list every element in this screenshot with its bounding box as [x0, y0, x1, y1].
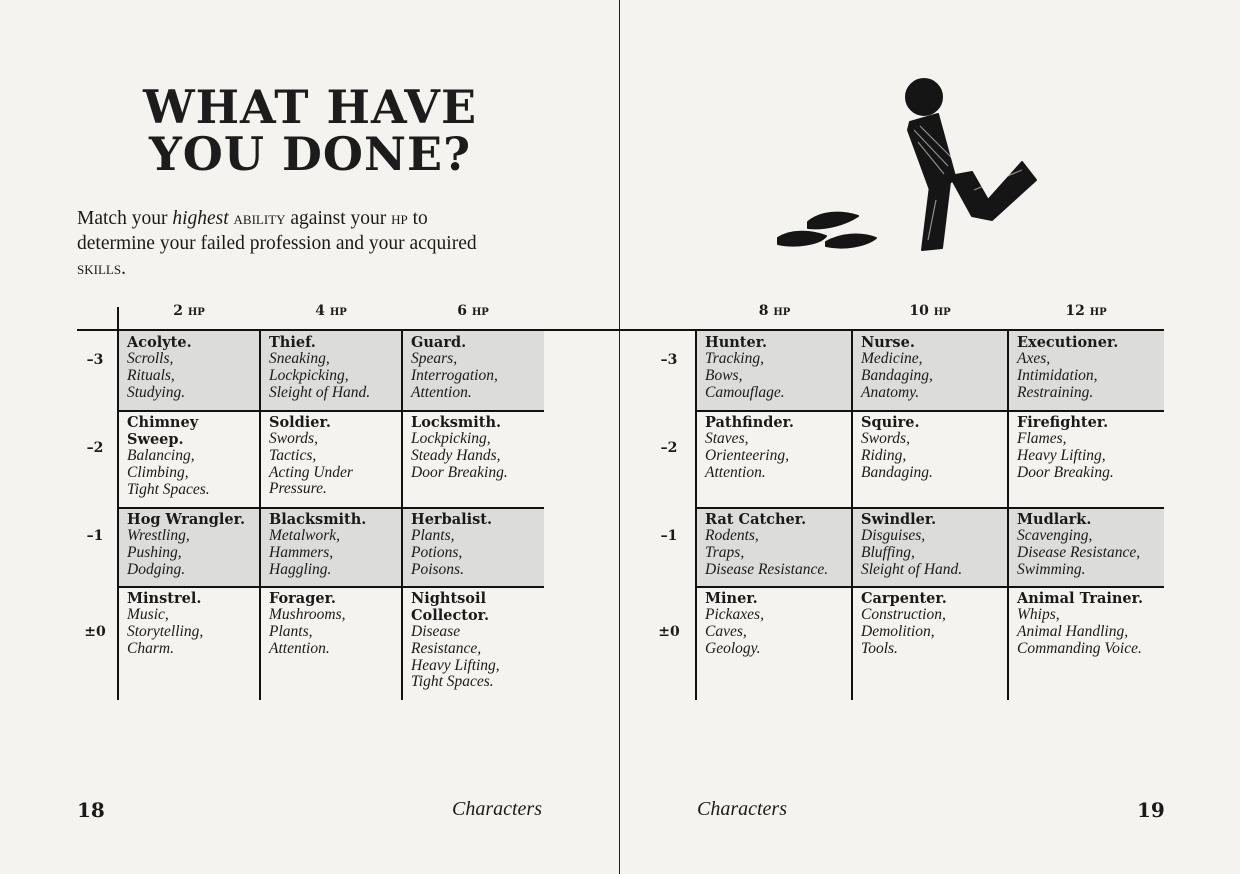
profession-skills: Plants, Potions, Poisons.: [411, 527, 464, 578]
profession-name: Thief.: [269, 334, 316, 351]
profession-cell: [853, 587, 1008, 700]
profession-skills: Swords, Tactics, Acting Under Pressure.: [269, 430, 353, 498]
left-table-row-divider: [118, 410, 544, 412]
profession-cell: [261, 508, 402, 586]
intro-part-3: to determine your failed profession and your acquired: [77, 208, 477, 254]
profession-name: Acolyte.: [127, 334, 192, 351]
profession-cell: [1009, 587, 1164, 700]
right-row-label-2: –2: [660, 440, 678, 456]
profession-skills: Whips, Animal Handling, Commanding Voice.: [1017, 606, 1142, 657]
section-name-right: Characters: [697, 798, 787, 820]
right-col-header-1: 8 hp: [758, 303, 791, 319]
profession-cell: [853, 411, 1008, 507]
profession-skills: Swords, Riding, Bandaging.: [861, 430, 933, 481]
right-table-col-divider: [1007, 331, 1009, 700]
profession-skills: Rodents, Traps, Disease Resistance.: [705, 527, 829, 578]
right-table-col-divider: [851, 331, 853, 700]
profession-cell: [119, 411, 260, 507]
profession-skills: Balancing, Climbing, Tight Spaces.: [127, 447, 210, 498]
figure-leg-front: [922, 182, 950, 250]
profession-name: Firefighter.: [1017, 414, 1109, 431]
profession-cell: [403, 587, 544, 700]
profession-name: Executioner.: [1017, 334, 1119, 351]
left-table-col-divider: [401, 331, 403, 700]
profession-cell: [697, 331, 852, 410]
intro-text: [77, 206, 477, 281]
footprint-3: [826, 235, 876, 248]
intro-emphasis: highest: [172, 208, 229, 229]
left-table-row-divider: [118, 586, 544, 588]
profession-name: Hunter.: [705, 334, 768, 351]
profession-cell: [853, 331, 1008, 410]
left-col-header-2: 4 hp: [315, 303, 347, 319]
profession-skills: Sneaking, Lockpicking, Sleight of Hand.: [269, 350, 371, 401]
footprint-2: [808, 213, 858, 229]
right-col-header-2: 10 hp: [909, 303, 951, 319]
profession-cell: [697, 587, 852, 700]
profession-skills: Music, Storytelling, Charm.: [127, 606, 204, 657]
page-number-left: 18: [77, 798, 105, 822]
profession-name: Soldier.: [269, 414, 331, 431]
left-row-label-2: –2: [86, 440, 104, 456]
profession-name: Hog Wrangler.: [127, 511, 245, 528]
profession-skills: Scrolls, Rituals, Studying.: [127, 350, 186, 401]
intro-part-4: .: [121, 258, 126, 279]
left-row-label-1: –3: [86, 352, 104, 368]
left-table-col-divider: [259, 331, 261, 700]
profession-name: Animal Trainer.: [1017, 590, 1143, 607]
profession-skills: Scavenging, Disease Resistance, Swimming.: [1017, 527, 1141, 578]
profession-cell: [1009, 411, 1164, 507]
intro-part-2: against your: [285, 208, 392, 229]
profession-skills: Wrestling, Pushing, Dodging.: [127, 527, 190, 578]
profession-cell: [1009, 508, 1164, 586]
left-col-header-3: 6 hp: [457, 303, 489, 319]
profession-name: Rat Catcher.: [705, 511, 807, 528]
right-row-label-1: –3: [660, 352, 678, 368]
title-line-1: WHAT HAVE: [142, 80, 478, 134]
profession-name: Nightsoil Collector.: [411, 590, 490, 624]
profession-name: Blacksmith.: [269, 511, 367, 528]
intro-part-1: Match your: [77, 208, 173, 229]
profession-name: Chimney Sweep.: [127, 414, 199, 448]
profession-name: Mudlark.: [1017, 511, 1092, 528]
profession-name: Minstrel.: [127, 590, 202, 607]
profession-name: Guard.: [411, 334, 467, 351]
intro-skills-term: skills: [77, 258, 122, 278]
left-row-label-4: ±0: [84, 624, 106, 640]
profession-skills: Construction, Demolition, Tools.: [861, 606, 946, 657]
profession-skills: Flames, Heavy Lifting, Door Breaking.: [1017, 430, 1114, 481]
page-title: [140, 80, 480, 181]
profession-name: Nurse.: [861, 334, 915, 351]
profession-name: Carpenter.: [861, 590, 947, 607]
profession-name: Swindler.: [861, 511, 937, 528]
profession-cell: [403, 331, 544, 410]
right-table-row-divider: [696, 586, 1164, 588]
profession-name: Miner.: [705, 590, 758, 607]
footprint-1: [778, 232, 826, 246]
profession-skills: Spears, Interrogation, Attention.: [411, 350, 498, 401]
profession-name: Pathfinder.: [705, 414, 794, 431]
profession-cell: [119, 331, 260, 410]
profession-skills: Medicine, Bandaging, Anatomy.: [861, 350, 933, 401]
profession-cell: [1009, 331, 1164, 410]
profession-cell: [403, 411, 544, 507]
intro-ability-term: ability: [233, 208, 286, 228]
profession-name: Locksmith.: [411, 414, 502, 431]
profession-cell: [403, 508, 544, 586]
running-figure-illustration: [760, 70, 1060, 270]
profession-skills: Disguises, Bluffing, Sleight of Hand.: [861, 527, 963, 578]
figure-head: [906, 79, 942, 115]
figure-leg-back: [950, 162, 1036, 220]
left-row-label-3: –1: [86, 528, 104, 544]
page-number-right: 19: [1137, 798, 1165, 822]
profession-skills: Pickaxes, Caves, Geology.: [705, 606, 764, 657]
right-row-label-3: –1: [660, 528, 678, 544]
right-col-header-3: 12 hp: [1065, 303, 1107, 319]
profession-skills: Metalwork, Hammers, Haggling.: [269, 527, 341, 578]
profession-skills: Mushrooms, Plants, Attention.: [269, 606, 346, 657]
profession-cell: [261, 331, 402, 410]
profession-name: Forager.: [269, 590, 336, 607]
left-col-header-1: 2 hp: [173, 303, 205, 319]
profession-skills: Axes, Intimidation, Restraining.: [1017, 350, 1098, 401]
profession-cell: [119, 508, 260, 586]
section-name-left: Characters: [452, 798, 542, 820]
profession-cell: [261, 587, 402, 700]
profession-cell: [853, 508, 1008, 586]
right-row-label-4: ±0: [658, 624, 680, 640]
profession-name: Squire.: [861, 414, 920, 431]
profession-cell: [119, 587, 260, 700]
profession-name: Herbalist.: [411, 511, 493, 528]
intro-hp-term: hp: [391, 208, 408, 228]
profession-skills: Tracking, Bows, Camouflage.: [705, 350, 785, 401]
left-table-row-divider: [118, 507, 544, 509]
profession-skills: Lockpicking, Steady Hands, Door Breaking.: [411, 430, 508, 481]
profession-skills: Disease Resistance, Heavy Lifting, Tight Spaces.: [411, 623, 500, 691]
profession-skills: Staves, Orienteering, Attention.: [705, 430, 789, 481]
right-table-row-divider: [696, 507, 1164, 509]
profession-cell: [261, 411, 402, 507]
figure-torso: [908, 114, 956, 190]
profession-cell: [697, 411, 852, 507]
profession-cell: [697, 508, 852, 586]
right-table-row-divider: [696, 410, 1164, 412]
title-line-2: YOU DONE?: [148, 127, 472, 181]
